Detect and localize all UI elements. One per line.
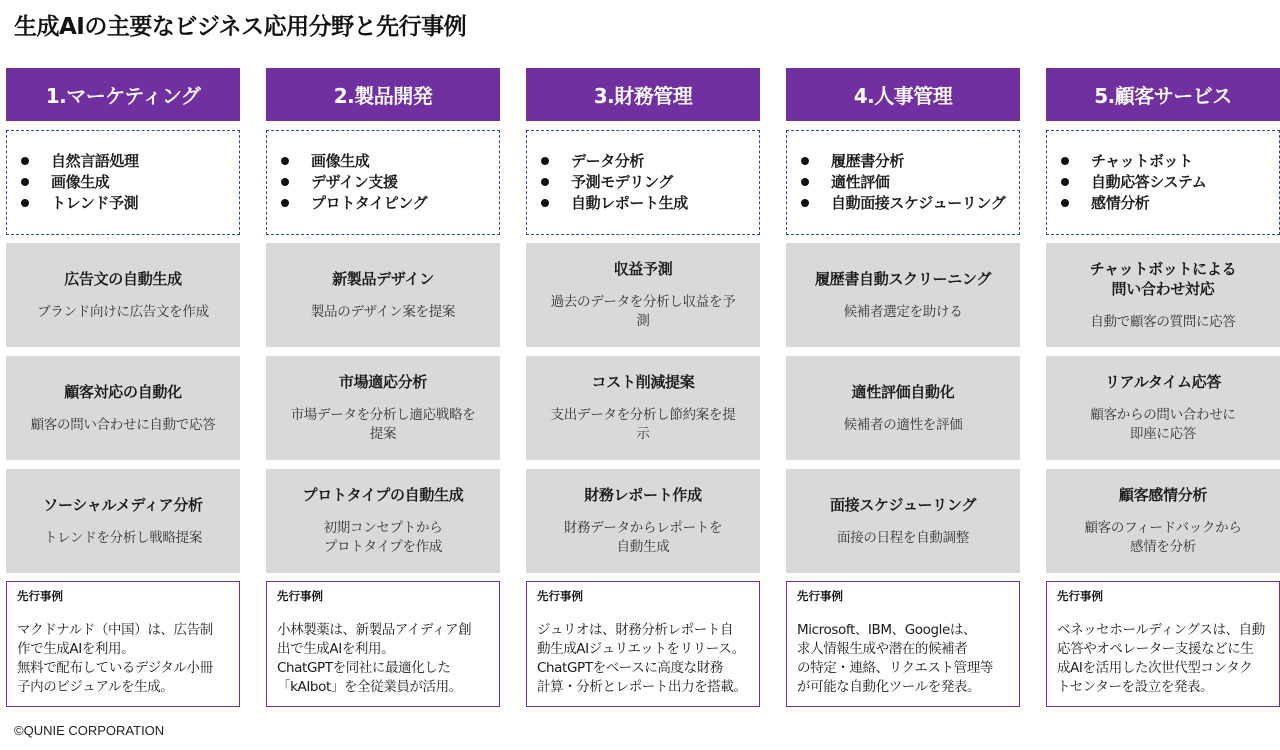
column-customer-service — [1046, 68, 1280, 695]
keyword-item: 画像生成 — [21, 171, 231, 192]
case-study-text: Microsoft、IBM、Googleは、 求人情報生成や潜在的候補者 の特定・連絡、リクエスト管理等 が可能な自動化ツールを発表。 — [797, 622, 993, 695]
application-description: トレンドを分析し戦略提案 — [43, 529, 203, 546]
application-description: 支出データを分析し節約案を提 示 — [550, 407, 736, 442]
keyword-item: 適性評価 — [801, 171, 1011, 192]
keyword-item: 履歴書分析 — [801, 150, 1011, 171]
column-header: 5.顧客サービス — [1046, 68, 1280, 121]
application-card — [6, 469, 240, 573]
column-header: 4.人事管理 — [786, 68, 1020, 121]
bullet-icon — [541, 157, 549, 165]
application-title: 収益予測 — [613, 260, 673, 278]
keyword-item: トレンド予測 — [21, 192, 231, 213]
case-study-box — [266, 581, 500, 707]
application-card — [526, 356, 760, 460]
application-card — [6, 243, 240, 347]
keyword-item: デザイン支援 — [281, 171, 491, 192]
application-description: ブランド向けに広告文を作成 — [37, 303, 209, 320]
bullet-icon — [1061, 178, 1069, 186]
bullet-icon — [801, 199, 809, 207]
case-study-box — [6, 581, 240, 707]
application-title: 財務レポート作成 — [584, 486, 702, 504]
application-description: 顧客からの問い合わせに 即座に応答 — [1090, 407, 1236, 442]
bullet-icon — [21, 199, 29, 207]
case-study-label: 先行事例 — [537, 589, 583, 603]
application-card — [786, 469, 1020, 573]
application-description: 市場データを分析し適応戦略を 提案 — [290, 407, 476, 442]
bullet-icon — [801, 178, 809, 186]
column-finance — [526, 68, 760, 695]
application-description: 面接の日程を自動調整 — [837, 529, 969, 546]
bullet-icon — [281, 157, 289, 165]
case-study-text: ベネッセホールディングスは、自動 応答やオペレーター支援などに生 成AIを活用した次世代型コンタク トセンターを設立を発表。 — [1057, 622, 1265, 695]
application-title: 面接スケジューリング — [829, 495, 977, 514]
application-description: 自動で顧客の質問に応答 — [1090, 313, 1236, 330]
column-header: 3.財務管理 — [526, 68, 760, 121]
keyword-box — [6, 130, 240, 235]
case-study-box — [1046, 581, 1280, 707]
case-study-label: 先行事例 — [277, 589, 323, 603]
application-description: 顧客の問い合わせに自動で応答 — [30, 416, 216, 433]
bullet-icon — [281, 178, 289, 186]
case-study-box — [786, 581, 1020, 707]
column-hr — [786, 68, 1020, 695]
column-header: 2.製品開発 — [266, 68, 500, 121]
bullet-icon — [1061, 199, 1069, 207]
application-card — [786, 356, 1020, 460]
case-study-label: 先行事例 — [1057, 589, 1103, 603]
application-title: 顧客対応の自動化 — [64, 382, 182, 401]
case-study-label: 先行事例 — [17, 589, 63, 603]
case-study-text: 小林製薬は、新製品アイディア創 出で生成AIを利用。 ChatGPTを同社に最適化した 「kAIbot」を全従業員が活用。 — [277, 622, 472, 695]
application-title: 適性評価自動化 — [851, 382, 955, 401]
application-card — [526, 469, 760, 573]
bullet-icon — [21, 178, 29, 186]
application-description: 候補者の適性を評価 — [843, 416, 963, 433]
application-description: 過去のデータを分析し収益を予 測 — [550, 294, 736, 329]
application-description: 初期コンセプトから プロトタイプを作成 — [323, 520, 443, 555]
application-card — [1046, 356, 1280, 460]
application-card — [1046, 469, 1280, 573]
application-title: 市場適応分析 — [338, 373, 428, 391]
application-description: 顧客のフィードバックから 感情を分析 — [1084, 520, 1242, 555]
keyword-box — [786, 130, 1020, 235]
application-card — [266, 243, 500, 347]
column-header: 1.マーケティング — [6, 68, 240, 121]
application-title: 広告文の自動生成 — [64, 269, 182, 288]
page-title: 生成AIの主要なビジネス応用分野と先行事例 — [14, 14, 467, 40]
application-card — [266, 356, 500, 460]
application-card — [786, 243, 1020, 347]
keyword-box — [266, 130, 500, 235]
application-title: リアルタイム応答 — [1104, 373, 1222, 391]
application-card — [6, 356, 240, 460]
bullet-icon — [541, 199, 549, 207]
keyword-item: 感情分析 — [1061, 192, 1271, 213]
column-marketing — [6, 68, 240, 695]
keyword-item: 自動応答システム — [1061, 171, 1271, 192]
keyword-item: 自動レポート生成 — [541, 192, 751, 213]
application-title: 履歴書自動スクリーニング — [814, 269, 992, 288]
column-product-development — [266, 68, 500, 695]
application-card — [266, 469, 500, 573]
application-title: コスト削減提案 — [591, 373, 695, 391]
keyword-item: データ分析 — [541, 150, 751, 171]
bullet-icon — [801, 157, 809, 165]
keyword-item: 自動面接スケジューリング — [801, 192, 1011, 213]
bullet-icon — [281, 199, 289, 207]
keyword-item: チャットボット — [1061, 150, 1271, 171]
keyword-box — [526, 130, 760, 235]
case-study-text: ジュリオは、財務分析レポート自 動生成AIジュリエットをリリース。 ChatGPTをベースに高度な財務 計算・分析とレポート出力を搭載。 — [537, 622, 747, 695]
keyword-item: 自然言語処理 — [21, 150, 231, 171]
application-card — [526, 243, 760, 347]
keyword-item: 画像生成 — [281, 150, 491, 171]
case-study-text: マクドナルド（中国）は、広告制 作で生成AIを利用。 無料で配布しているデジタル小冊 子内のビジュアルを生成。 — [17, 622, 213, 695]
copyright-notice: ©QUNIE CORPORATION — [14, 723, 165, 738]
application-description: 製品のデザイン案を提案 — [310, 303, 456, 320]
application-title: チャットボットによる 問い合わせ対応 — [1089, 259, 1237, 298]
bullet-icon — [21, 157, 29, 165]
application-description: 財務データからレポートを 自動生成 — [563, 520, 723, 555]
application-card — [1046, 243, 1280, 347]
application-title: ソーシャルメディア分析 — [43, 495, 203, 514]
keyword-item: 予測モデリング — [541, 171, 751, 192]
bullet-icon — [1061, 157, 1069, 165]
application-title: プロトタイプの自動生成 — [302, 486, 464, 504]
bullet-icon — [541, 178, 549, 186]
application-title: 新製品デザイン — [332, 269, 434, 288]
case-study-label: 先行事例 — [797, 589, 843, 603]
keyword-item: プロトタイピング — [281, 192, 491, 213]
keyword-box — [1046, 130, 1280, 235]
application-description: 候補者選定を助ける — [843, 303, 963, 320]
application-title: 顧客感情分析 — [1118, 486, 1208, 504]
case-study-box — [526, 581, 760, 707]
